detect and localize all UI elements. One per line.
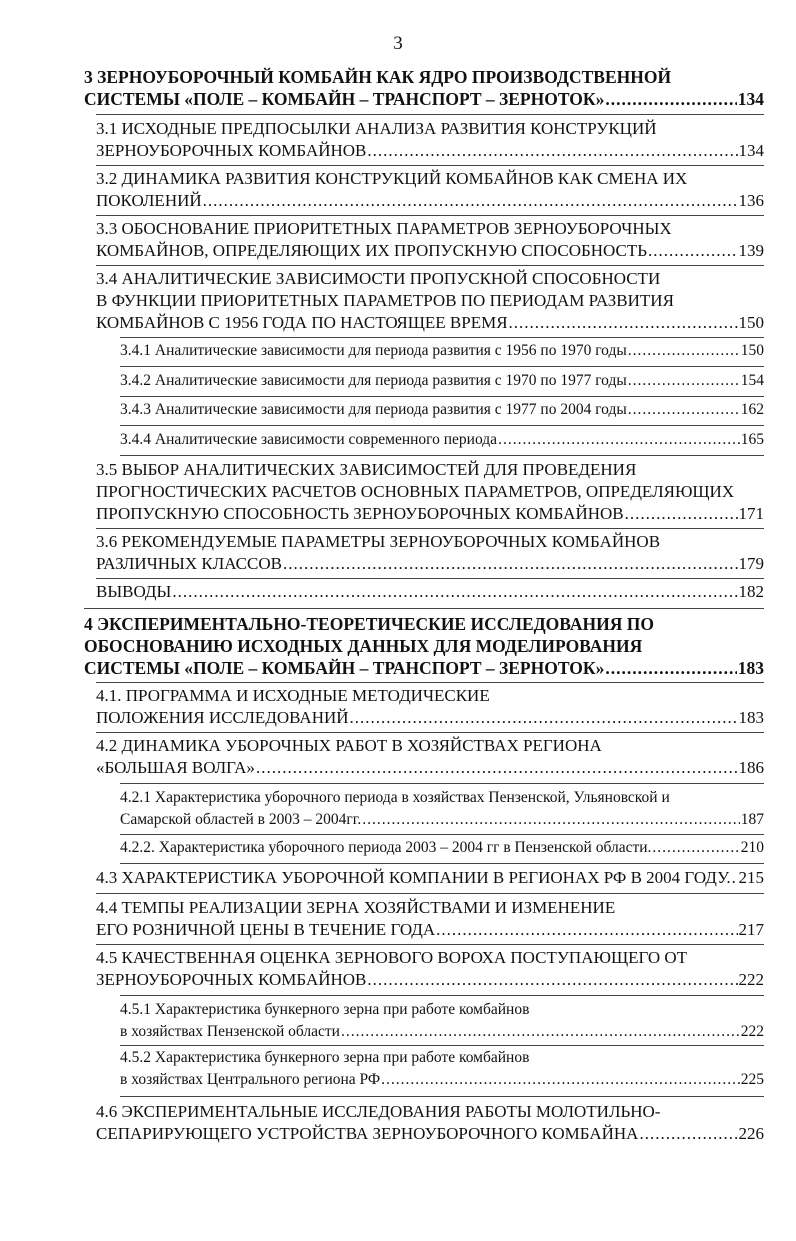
- dot-leader: [381, 1069, 740, 1091]
- toc-entry-title: СИСТЕМЫ «ПОЛЕ – КОМБАЙН – ТРАНСПОРТ – ЗЕРНОТОК»: [84, 658, 605, 678]
- toc-entry-section: [96, 685, 764, 729]
- toc-entry-title: ОБОСНОВАНИЮ ИСХОДНЫХ ДАННЫХ ДЛЯ МОДЕЛИРОВАНИЯ: [84, 636, 643, 656]
- toc-line: [120, 999, 764, 1021]
- separator-line: [96, 165, 764, 166]
- toc-line: [120, 399, 764, 421]
- separator-line: [96, 114, 764, 115]
- toc-entry-title: 3.1 ИСХОДНЫЕ ПРЕДПОСЫЛКИ АНАЛИЗА РАЗВИТИЯ КОНСТРУКЦИЙ: [96, 119, 657, 138]
- toc-entry-title: СЕПАРИРУЮЩЕГО УСТРОЙСТВА ЗЕРНОУБОРОЧНОГО КОМБАЙНА: [96, 1124, 639, 1143]
- toc-line: [96, 581, 764, 603]
- toc-entry-title: 4.2.1 Характеристика уборочного периода в хозяйствах Пензенской, Ульяновской и: [120, 789, 670, 806]
- toc-entry-title: ПРОПУСКНУЮ СПОСОБНОСТЬ ЗЕРНОУБОРОЧНЫХ КОМБАЙНОВ: [96, 504, 624, 523]
- dot-leader: [732, 867, 738, 889]
- toc-entry-title: «БОЛЬШАЯ ВОЛГА»: [96, 758, 255, 777]
- toc-entry-title: в хозяйствах Центрального региона РФ: [120, 1071, 381, 1088]
- separator-line: [120, 834, 764, 835]
- toc-page-number: 187: [740, 811, 764, 828]
- toc-line: [84, 88, 764, 110]
- toc-page-number: 182: [738, 582, 764, 601]
- toc-line: [96, 118, 764, 140]
- toc-entry-sub: [120, 399, 764, 421]
- toc-entry-section: [96, 897, 764, 941]
- toc-line: [96, 531, 764, 553]
- dot-leader: [628, 399, 740, 421]
- toc-line: [84, 635, 764, 657]
- toc-line: [120, 837, 764, 859]
- toc-entry-title: 3 ЗЕРНОУБОРОЧНЫЙ КОМБАЙН КАК ЯДРО ПРОИЗВОДСТВЕННОЙ: [84, 67, 672, 87]
- separator-line: [96, 944, 764, 945]
- dot-leader: [628, 370, 740, 392]
- toc-entry-sub: [120, 429, 764, 451]
- toc-line: [96, 919, 764, 941]
- toc-line: [120, 809, 764, 831]
- toc-line: [96, 190, 764, 212]
- toc-entry-title: ЗЕРНОУБОРОЧНЫХ КОМБАЙНОВ: [96, 141, 367, 160]
- toc-line: [96, 757, 764, 779]
- separator-line: [96, 578, 764, 579]
- toc-page-number: 225: [740, 1071, 764, 1088]
- toc-entry-chapter: [84, 66, 764, 110]
- dot-leader: [367, 140, 737, 162]
- toc-entry-title: КОМБАЙНОВ С 1956 ГОДА ПО НАСТОЯЩЕЕ ВРЕМЯ: [96, 313, 508, 332]
- toc-line: [96, 140, 764, 162]
- toc-entry-sub: [120, 837, 764, 859]
- toc-line: [120, 370, 764, 392]
- dot-leader: [350, 707, 738, 729]
- toc-page-number: 162: [740, 401, 764, 418]
- separator-line: [120, 366, 764, 367]
- toc-page-number: 186: [738, 758, 764, 777]
- dot-leader: [172, 581, 737, 603]
- toc-line: [96, 897, 764, 919]
- toc-entry-title: 3.4.4 Аналитические зависимости современного периода: [120, 431, 498, 448]
- page-number: 3: [393, 33, 403, 54]
- toc-page-number: 134: [737, 89, 764, 109]
- toc-entry-section: [96, 867, 764, 889]
- toc-line: [120, 1047, 764, 1069]
- toc-page-number: 179: [738, 554, 764, 573]
- separator-line: [84, 608, 764, 609]
- toc-page-number: 210: [740, 839, 764, 856]
- toc-line: [96, 1123, 764, 1145]
- toc-line: [96, 553, 764, 575]
- toc-entry-title: 4.2 ДИНАМИКА УБОРОЧНЫХ РАБОТ В ХОЗЯЙСТВАХ РЕГИОНА: [96, 736, 602, 755]
- toc-line: [84, 657, 764, 679]
- dot-leader: [436, 919, 737, 941]
- toc-page-number: 222: [740, 1023, 764, 1040]
- toc-entry-section: [96, 1101, 764, 1145]
- toc-entry-title: Самарской областей в 2003 – 2004гг.: [120, 811, 362, 828]
- toc-entry-title: 4.5 КАЧЕСТВЕННАЯ ОЦЕНКА ЗЕРНОВОГО ВОРОХА ПОСТУПАЮЩЕГО ОТ: [96, 948, 688, 967]
- toc-line: [120, 340, 764, 362]
- toc-entry-sub: [120, 999, 764, 1043]
- toc-entry-title: 4.3 ХАРАКТЕРИСТИКА УБОРОЧНОЙ КОМПАНИИ В РЕГИОНАХ РФ В 2004 ГОДУ.: [96, 868, 731, 887]
- dot-leader: [203, 190, 738, 212]
- toc-entry-title: 4 ЭКСПЕРИМЕНТАЛЬНО-ТЕОРЕТИЧЕСКИЕ ИССЛЕДОВАНИЯ ПО: [84, 614, 654, 634]
- dot-leader: [362, 809, 740, 831]
- toc-entry-title: 3.4.1 Аналитические зависимости для периода развития с 1956 по 1970 годы: [120, 342, 627, 359]
- separator-line: [96, 528, 764, 529]
- dot-leader: [652, 837, 739, 859]
- dot-leader: [625, 503, 738, 525]
- toc-entry-title: 3.2 ДИНАМИКА РАЗВИТИЯ КОНСТРУКЦИЙ КОМБАЙНОВ КАК СМЕНА ИХ: [96, 169, 688, 188]
- dot-leader: [509, 312, 738, 334]
- toc-line: [96, 1101, 764, 1123]
- dot-leader: [283, 553, 738, 575]
- toc-entry-title: ПРОГНОСТИЧЕСКИХ РАСЧЕТОВ ОСНОВНЫХ ПАРАМЕТРОВ, ОПРЕДЕЛЯЮЩИХ: [96, 482, 735, 501]
- toc-line: [96, 268, 764, 290]
- toc-entry-section: [96, 459, 764, 525]
- toc-entry-section: [96, 268, 764, 334]
- toc-entry-title: 4.5.2 Характеристика бункерного зерна при работе комбайнов: [120, 1049, 530, 1066]
- toc-line: [96, 481, 764, 503]
- separator-line: [120, 425, 764, 426]
- dot-leader: [605, 88, 736, 110]
- toc-page-number: 150: [740, 342, 764, 359]
- dot-leader: [341, 1021, 740, 1043]
- toc-line: [96, 459, 764, 481]
- toc-page-number: 217: [738, 920, 764, 939]
- toc-line: [120, 1021, 764, 1043]
- toc-entry-title: 4.2.2. Характеристика уборочного периода 2003 – 2004 гг в Пензенской области.: [120, 839, 652, 856]
- dot-leader: [605, 657, 736, 679]
- separator-line: [120, 337, 764, 338]
- toc-entry-section: [96, 531, 764, 575]
- toc-line: [120, 429, 764, 451]
- dot-leader: [498, 429, 740, 451]
- toc-entry-title: 4.1. ПРОГРАММА И ИСХОДНЫЕ МЕТОДИЧЕСКИЕ: [96, 686, 490, 705]
- toc-entry-sub: [120, 370, 764, 392]
- toc-page-number: 226: [738, 1124, 764, 1143]
- separator-line: [96, 682, 764, 683]
- toc-line: [96, 503, 764, 525]
- dot-leader: [639, 1123, 737, 1145]
- toc-entry-title: 3.4.3 Аналитические зависимости для периода развития с 1977 по 2004 годы: [120, 401, 627, 418]
- toc-entry-title: ПОЛОЖЕНИЯ ИССЛЕДОВАНИЙ: [96, 708, 349, 727]
- toc-entry-title: РАЗЛИЧНЫХ КЛАССОВ: [96, 554, 282, 573]
- toc-page-number: 171: [738, 504, 764, 523]
- toc-entry-sub: [120, 787, 764, 831]
- toc-line: [84, 613, 764, 635]
- toc-entry-title: 3.5 ВЫБОР АНАЛИТИЧЕСКИХ ЗАВИСИМОСТЕЙ ДЛЯ ПРОВЕДЕНИЯ: [96, 460, 637, 479]
- toc-entry-title: ВЫВОДЫ: [96, 582, 172, 601]
- toc-line: [96, 218, 764, 240]
- toc-page-number: 136: [738, 191, 764, 210]
- toc-entry-title: 4.4 ТЕМПЫ РЕАЛИЗАЦИИ ЗЕРНА ХОЗЯЙСТВАМИ И ИЗМЕНЕНИЕ: [96, 898, 616, 917]
- dot-leader: [256, 757, 738, 779]
- toc-entry-section: [96, 735, 764, 779]
- toc-line: [96, 947, 764, 969]
- toc-line: [120, 787, 764, 809]
- toc-page-number: 154: [740, 372, 764, 389]
- toc-page-number: 183: [737, 658, 764, 678]
- toc-page-number: 139: [738, 241, 764, 260]
- toc-entry-title: 4.6 ЭКСПЕРИМЕНТАЛЬНЫЕ ИССЛЕДОВАНИЯ РАБОТЫ МОЛОТИЛЬНО-: [96, 1102, 661, 1121]
- toc-entry-chapter: [84, 613, 764, 679]
- separator-line: [120, 863, 764, 864]
- toc-line: [120, 1069, 764, 1091]
- toc-entry-sub: [120, 340, 764, 362]
- toc-line: [96, 969, 764, 991]
- toc-line: [96, 735, 764, 757]
- separator-line: [96, 265, 764, 266]
- toc-entry-section: [96, 218, 764, 262]
- toc-page-number: 134: [738, 141, 764, 160]
- toc-line: [96, 707, 764, 729]
- toc-entry-title: ЕГО РОЗНИЧНОЙ ЦЕНЫ В ТЕЧЕНИЕ ГОДА: [96, 920, 436, 939]
- toc-entry-title: СИСТЕМЫ «ПОЛЕ – КОМБАЙН – ТРАНСПОРТ – ЗЕРНОТОК»: [84, 89, 605, 109]
- separator-line: [120, 995, 764, 996]
- toc-line: [96, 240, 764, 262]
- toc-entry-section: [96, 118, 764, 162]
- toc-entry-title: 3.4.2 Аналитические зависимости для периода развития с 1970 по 1977 годы: [120, 372, 627, 389]
- toc-entry-title: ПОКОЛЕНИЙ: [96, 191, 202, 210]
- separator-line: [120, 783, 764, 784]
- toc-entry-title: 3.6 РЕКОМЕНДУЕМЫЕ ПАРАМЕТРЫ ЗЕРНОУБОРОЧНЫХ КОМБАЙНОВ: [96, 532, 661, 551]
- separator-line: [120, 396, 764, 397]
- toc-entry-section: [96, 947, 764, 991]
- separator-line: [96, 215, 764, 216]
- toc-entry-title: 3.3 ОБОСНОВАНИЕ ПРИОРИТЕТНЫХ ПАРАМЕТРОВ ЗЕРНОУБОРОЧНЫХ: [96, 219, 672, 238]
- separator-line: [120, 1045, 764, 1046]
- separator-line: [96, 893, 764, 894]
- toc-entry-title: 3.4 АНАЛИТИЧЕСКИЕ ЗАВИСИМОСТИ ПРОПУСКНОЙ СПОСОБНОСТИ: [96, 269, 661, 288]
- toc-entry-sub: [120, 1047, 764, 1091]
- separator-line: [96, 732, 764, 733]
- toc-page-number: 215: [738, 868, 764, 887]
- toc-entry-title: в хозяйствах Пензенской области: [120, 1023, 340, 1040]
- dot-leader: [648, 240, 737, 262]
- toc-page-number: 183: [738, 708, 764, 727]
- toc-page-number: 150: [738, 313, 764, 332]
- toc-entry-section: [96, 581, 764, 603]
- toc-line: [96, 867, 764, 889]
- toc-line: [96, 312, 764, 334]
- separator-line: [120, 455, 764, 456]
- toc-entry-section: [96, 168, 764, 212]
- toc-line: [96, 290, 764, 312]
- toc-page-number: 165: [740, 431, 764, 448]
- separator-line: [120, 1096, 764, 1097]
- toc-page-number: 222: [738, 970, 764, 989]
- toc-entry-title: 4.5.1 Характеристика бункерного зерна при работе комбайнов: [120, 1001, 530, 1018]
- toc-entry-title: В ФУНКЦИИ ПРИОРИТЕТНЫХ ПАРАМЕТРОВ ПО ПЕРИОДАМ РАЗВИТИЯ: [96, 291, 674, 310]
- toc-entry-title: КОМБАЙНОВ, ОПРЕДЕЛЯЮЩИХ ИХ ПРОПУСКНУЮ СПОСОБНОСТЬ: [96, 241, 648, 260]
- dot-leader: [628, 340, 740, 362]
- toc-line: [96, 685, 764, 707]
- toc-line: [84, 66, 764, 88]
- toc-line: [96, 168, 764, 190]
- dot-leader: [367, 969, 737, 991]
- toc-entry-title: ЗЕРНОУБОРОЧНЫХ КОМБАЙНОВ: [96, 970, 367, 989]
